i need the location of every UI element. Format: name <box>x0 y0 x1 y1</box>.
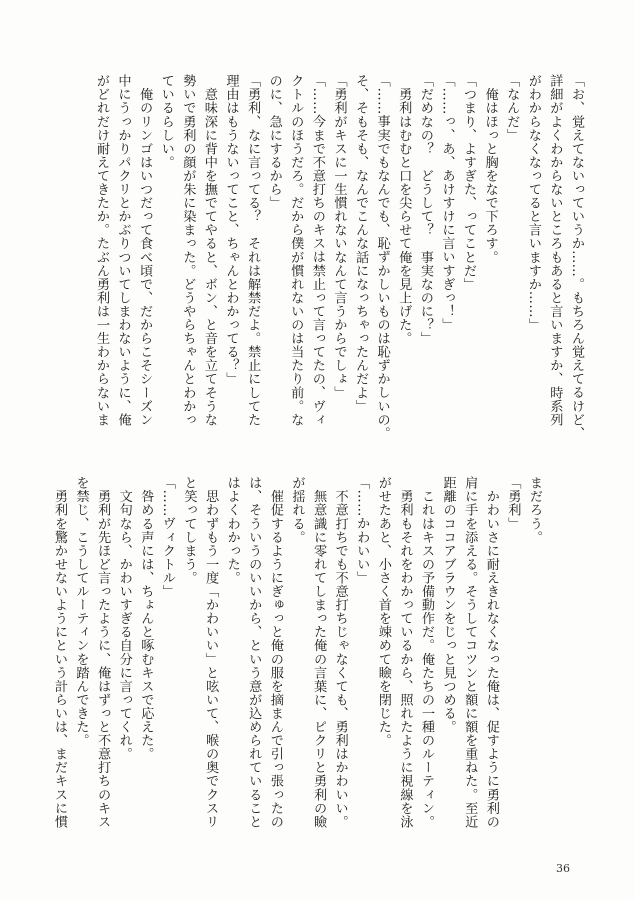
text-line: 「だめなの？ どうして？ 事実なのに？」 <box>417 74 433 345</box>
text-line: が揺れる。 <box>289 476 305 544</box>
text-line: と笑ってしまう。 <box>181 476 197 585</box>
text-line: がせたあと、小さく首を竦めて瞼を閉じた。 <box>375 476 391 747</box>
text-line: がわからなくなってると言いますか……」 <box>525 74 541 332</box>
text-line: 理由はもうないってこと、ちゃんとわかってる？」 <box>223 74 239 386</box>
text-line: 距離のココアブラウンをじっと見つめる。 <box>440 476 456 734</box>
text-line: 咎める声には、ちょんと啄むキスで応えた。 <box>138 476 154 761</box>
page-number: 36 <box>556 862 570 875</box>
text-line: 詳細がよくわからないところもあると言いますか、時系列 <box>547 74 563 427</box>
text-line: 肩に手を添える。そうしてコツンと額に額を重ねた。至近 <box>462 476 478 829</box>
text-line: 俺はほっと胸をなで下ろす。 <box>482 74 498 264</box>
text-line: そ、そもそも、なんでこんな話になっちゃったんだよ」 <box>353 74 369 413</box>
text-line: ているらしい。 <box>158 74 174 169</box>
text-line: 勢いで勇利の顔が朱に染まった。どうやらちゃんとわかっ <box>180 74 196 427</box>
text-line: 中にうっかりパクリとかぶりついてしまわないように、俺 <box>115 74 131 427</box>
text-line: 「……っ、あ、あけすけに言いすぎっ！」 <box>439 74 455 332</box>
text-line: これはキスの予備動作だ。俺たちの一種のルーティン。 <box>419 476 435 829</box>
text-line: 文句なら、かわいすぎる自分に言ってくれ。 <box>116 476 132 761</box>
text-line: 「……今まで不意打ちのキスは禁止って言ってたの、ヴィ <box>309 74 325 427</box>
text-line: 「……ヴィクトル」 <box>159 476 175 598</box>
text-line: 「勇利、なに言ってる？ それは解禁だよ。禁止にしてた <box>245 74 261 427</box>
text-line: は、そういうのいいから、という意が込められていること <box>246 476 262 829</box>
text-line: 思わずもう一度「かわいい」と呟いて、喉の奥でクスリ <box>203 476 219 829</box>
text-line: 「お、覚えてないっていうか……。もちろん覚えてるけど、 <box>569 74 584 440</box>
text-line: 催促するようにぎゅっと俺の服を摘まんで引っ張ったの <box>267 476 283 829</box>
text-line: 勇利はむむと口を尖らせて俺を見上げた。 <box>396 74 412 345</box>
text-line: はよくわかった。 <box>224 476 240 585</box>
text-line: 「なんだ」 <box>504 74 520 142</box>
text-line: 勇利もそれをわかっているから、照れたように視線を泳 <box>397 476 413 829</box>
text-line: 「つまり、よすぎた、ってことだ」 <box>461 74 477 291</box>
text-line: 無意識に零れてしまった俺の言葉に、ピクリと勇利の瞼 <box>311 476 327 829</box>
upper-text-block <box>90 74 587 464</box>
text-line: 俺のリンゴはいつだって食べ頃で、だからこそシーズン <box>137 74 153 427</box>
text-line: 意味深に背中を撫でてやると、ボン、と音を立てそうな <box>201 74 217 427</box>
text-line: まだろう。 <box>527 476 542 544</box>
text-line: クトルのほうだろ。だから僕が慣れないのは当たり前。な <box>288 74 304 427</box>
text-line: 不意打ちでも不意打ちじゃなくても、勇利はかわいい。 <box>332 476 348 829</box>
text-line: がどれだけ耐えてきたか。たぶん勇利は一生わからないま <box>93 74 109 427</box>
text-line: 「勇利がキスに一生慣れないなんて言うからでしょ」 <box>331 74 347 400</box>
lower-text-block <box>48 476 545 848</box>
text-line: 「勇利」 <box>505 476 521 531</box>
text-line: 「……事実でもなんでも、恥ずかしいものは恥ずかしいの。 <box>374 74 390 440</box>
text-line: のに、急にするから」 <box>266 74 282 210</box>
text-line: を禁じ、こうしてルーティンを踏んできた。 <box>73 476 89 747</box>
text-line: 勇利が先ほど言ったように、俺はずっと不意打ちのキス <box>95 476 111 829</box>
text-line: かわいさに耐えきれなくなった俺は、促すように勇利の <box>483 476 499 829</box>
text-line: 「……かわいい」 <box>354 476 370 585</box>
text-line: 勇利を驚かせないようにという計らいは、まだキスに慣 <box>51 476 67 829</box>
